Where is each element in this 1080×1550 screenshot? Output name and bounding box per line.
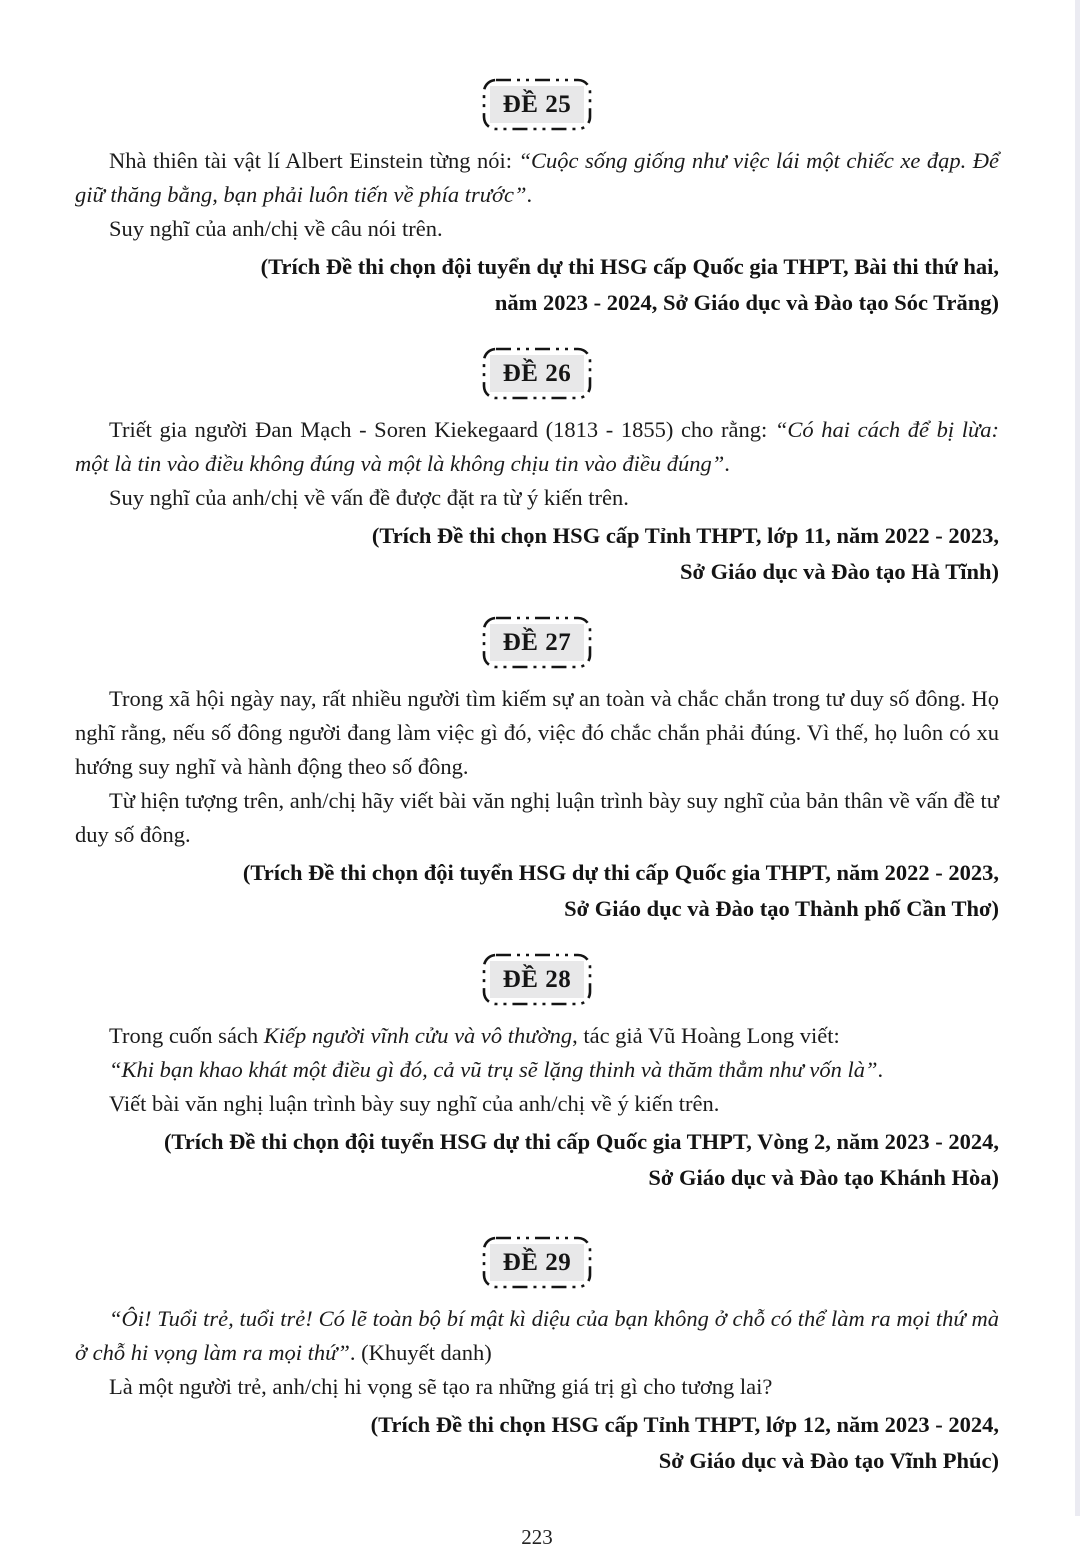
citation-line: năm 2023 - 2024, Sở Giáo dục và Đào tạo Sóc Trăng): [494, 290, 999, 315]
body-text: , tác giả Vũ Hoàng Long viết:: [572, 1023, 840, 1048]
exam-section-5: [75, 1236, 999, 1479]
exam-section-1: [75, 78, 999, 321]
exam-number-fill: [490, 86, 584, 123]
citation-line: (Trích Đề thi chọn đội tuyển dự thi HSG cấp Quốc gia THPT, Bài thi thứ hai,: [260, 254, 999, 279]
citation-line: Sở Giáo dục và Đào tạo Hà Tĩnh): [680, 559, 999, 584]
citation-line: (Trích Đề thi chọn đội tuyển HSG dự thi cấp Quốc gia THPT, năm 2022 - 2023,: [242, 860, 999, 885]
exam-number-box: [482, 616, 592, 669]
exam-citation: [75, 1407, 999, 1479]
quote-text: Kiếp người vĩnh cửu và vô thường: [263, 1023, 573, 1048]
paragraph: [75, 1019, 999, 1053]
paragraph: [75, 413, 999, 481]
paragraph: [75, 1053, 999, 1087]
exam-body: [75, 413, 999, 515]
body-text: .: [877, 1057, 884, 1082]
exam-citation: [75, 249, 999, 321]
paragraph: [75, 1370, 999, 1404]
citation-line: Sở Giáo dục và Đào tạo Thành phố Cần Thơ): [564, 896, 999, 921]
citation-line: (Trích Đề thi chọn HSG cấp Tỉnh THPT, lớp 12, năm 2023 - 2024,: [370, 1412, 999, 1437]
body-text: Trong cuốn sách: [109, 1023, 264, 1048]
quote-text: “Có hai cách để bị lừa: một là tin vào điều không đúng và một là không chịu tin vào điều đúng”: [75, 417, 999, 476]
paragraph: [75, 144, 999, 212]
exam-number-box: [482, 347, 592, 400]
exam-number-fill: [490, 624, 584, 661]
exam-citation: [75, 1124, 999, 1196]
exam-citation: [75, 518, 999, 590]
exam-number-fill: [490, 355, 584, 392]
page-number: 223: [521, 1525, 553, 1549]
exam-citation: [75, 855, 999, 927]
quote-text: “Cuộc sống giống như việc lái một chiếc xe đạp. Để giữ thăng bằng, bạn phải luôn tiến về phía trước”: [75, 148, 999, 207]
body-text: Suy nghĩ của anh/chị về câu nói trên.: [109, 216, 443, 241]
exam-number-fill: [490, 1244, 584, 1281]
exam-number-label: ĐỀ 25: [502, 90, 572, 118]
exam-number-label: ĐỀ 29: [502, 1248, 572, 1276]
exam-sections: [75, 78, 999, 1479]
citation-line: (Trích Đề thi chọn HSG cấp Tỉnh THPT, lớp 11, năm 2022 - 2023,: [371, 523, 999, 548]
paragraph: [75, 212, 999, 246]
exam-body: [75, 144, 999, 246]
citation-line: Sở Giáo dục và Đào tạo Vĩnh Phúc): [658, 1448, 999, 1473]
body-text: Viết bài văn nghị luận trình bày suy nghĩ của anh/chị về ý kiến trên.: [109, 1091, 720, 1116]
body-text: Suy nghĩ của anh/chị về vấn đề được đặt ra từ ý kiến trên.: [109, 485, 629, 510]
exam-number-label: ĐỀ 27: [502, 628, 572, 656]
exam-body: [75, 682, 999, 852]
paragraph: [75, 1087, 999, 1121]
body-text: .: [724, 451, 730, 476]
exam-section-3: [75, 616, 999, 927]
exam-number-box: [482, 1236, 592, 1289]
exam-number-fill: [490, 961, 584, 998]
paragraph: [75, 1302, 999, 1370]
exam-section-4: [75, 953, 999, 1196]
exam-body: [75, 1019, 999, 1121]
body-text: Là một người trẻ, anh/chị hi vọng sẽ tạo ra những giá trị gì cho tương lai?: [109, 1374, 773, 1399]
body-text: Nhà thiên tài vật lí Albert Einstein từng nói:: [109, 148, 519, 173]
quote-text: “Khi bạn khao khát một điều gì đó, cả vũ trụ sẽ lặng thinh và thăm thẳm như vốn là”: [109, 1057, 878, 1082]
paragraph: [75, 784, 999, 852]
exam-section-2: [75, 347, 999, 590]
citation-line: (Trích Đề thi chọn đội tuyển HSG dự thi cấp Quốc gia THPT, Vòng 2, năm 2023 - 2024,: [163, 1129, 999, 1154]
exam-number-box: [482, 78, 592, 131]
exam-number-label: ĐỀ 26: [502, 359, 572, 387]
body-text: Triết gia người Đan Mạch - Soren Kiekegaard (1813 - 1855) cho rằng:: [109, 417, 775, 442]
citation-line: Sở Giáo dục và Đào tạo Khánh Hòa): [648, 1165, 999, 1190]
exam-number-label: ĐỀ 28: [502, 965, 572, 993]
exam-number-box: [482, 953, 592, 1006]
paragraph: [75, 682, 999, 784]
body-text: .: [526, 182, 533, 207]
exam-body: [75, 1302, 999, 1404]
paragraph: [75, 481, 999, 515]
body-text: Trong xã hội ngày nay, rất nhiều người tìm kiếm sự an toàn và chắc chắn trong tư duy số đông. Họ nghĩ rằng, nếu số đông người đang làm việc gì đó, việc đó chắc chắn phải đúng. Vì thế, họ luôn có xu hướng suy nghĩ và hành động theo số đông.: [75, 686, 999, 779]
quote-text: “Ôi! Tuổi trẻ, tuổi trẻ! Có lẽ toàn bộ bí mật kì diệu của bạn không ở chỗ có thể làm ra mọi thứ mà ở chỗ hi vọng làm ra mọi thứ”: [75, 1306, 999, 1365]
body-text: Từ hiện tượng trên, anh/chị hãy viết bài văn nghị luận trình bày suy nghĩ của bản thân về vấn đề tư duy số đông.: [75, 788, 999, 847]
body-text: . (Khuyết danh): [349, 1340, 492, 1365]
